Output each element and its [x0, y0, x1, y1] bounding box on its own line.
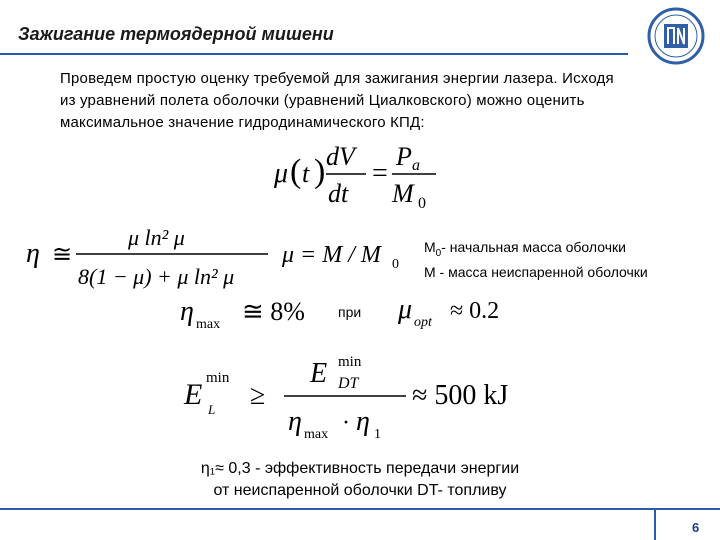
formula-symbol: E	[184, 378, 203, 411]
page-number: 6	[692, 520, 700, 535]
formula-symbol: ≅ 8%	[242, 297, 305, 326]
formula-efficiency	[22, 214, 272, 294]
mass-definitions	[424, 238, 648, 281]
page-number-divider	[654, 508, 656, 540]
formula-symbol: a	[412, 157, 420, 174]
formula-symbol: η	[180, 296, 194, 327]
formula-symbol: dV	[326, 142, 355, 171]
formula-symbol: 0	[392, 257, 399, 272]
intro-line: Проведем простую оценку требуемой для зажигания энергии лазера. Исходя	[60, 70, 614, 87]
formula-symbol: opt	[414, 315, 432, 330]
mass-definition-line: $M_0-$ начальная масса оболочки	[424, 239, 626, 259]
footer-divider	[0, 508, 720, 510]
formula-symbol: P	[396, 142, 412, 171]
formula-optimal-mu	[396, 290, 526, 336]
note-line: от неиспаренной оболочки DT- топливу	[213, 482, 507, 499]
formula-paren: (	[290, 153, 302, 190]
formula-symbol: E	[310, 358, 328, 389]
intro-line: максимальное значение гидродинамического КПД:	[60, 114, 425, 131]
formula-symbol: max	[196, 317, 221, 332]
formula-symbol: ≥	[250, 380, 266, 411]
formula-symbol: μ	[274, 158, 289, 189]
formula-symbol: 0	[418, 195, 426, 212]
intro-paragraph	[60, 68, 688, 134]
formula-symbol: ≈ 0.2	[450, 298, 500, 324]
formula-symbol: max	[304, 427, 329, 442]
formula-symbol: min	[206, 370, 230, 386]
formula-laser-energy	[180, 352, 560, 444]
formula-paren: )	[314, 153, 326, 190]
university-emblem-logo	[640, 6, 712, 66]
formula-max-efficiency	[178, 290, 328, 336]
formula-symbol: η	[356, 406, 370, 437]
formula-symbol: t	[302, 159, 310, 188]
formula-symbol: μ	[398, 294, 413, 325]
title-divider	[0, 53, 628, 55]
intro-line: из уравнений полета оболочки (уравнений Циалковского) можно оценить	[60, 92, 585, 109]
formula-mass-ratio	[280, 234, 410, 274]
formula-symbol: dt	[328, 179, 349, 208]
formula-symbol: ≅	[52, 242, 73, 268]
formula-symbol: M	[392, 179, 414, 208]
transfer-efficiency-note	[130, 458, 590, 502]
formula-symbol: η	[26, 238, 40, 269]
formula-symbol: DT	[338, 375, 359, 392]
condition-label: при	[338, 304, 362, 320]
formula-symbol: η	[288, 406, 302, 437]
formula-velocity-equation	[268, 136, 448, 212]
formula-symbol: ·	[342, 410, 350, 436]
formula-symbol: =	[372, 158, 388, 189]
formula-symbol: 1	[374, 427, 381, 442]
formula-symbol: μ ln² μ	[128, 225, 185, 250]
formula-symbol: 8(1 − μ) + μ ln² μ	[78, 264, 235, 289]
formula-symbol: min	[338, 354, 362, 370]
formula-symbol: μ = M / M	[282, 242, 381, 268]
note-line: η₁≈ 0,3 - эффективность передачи энергии	[200, 460, 520, 477]
formula-symbol: ≈ 500 kJ	[412, 380, 509, 411]
slide-title: Зажигание термоядерной мишени	[18, 24, 334, 44]
formula-symbol: L	[208, 402, 216, 417]
mass-definition-line: M - масса неиспаренной оболочки	[424, 263, 648, 280]
